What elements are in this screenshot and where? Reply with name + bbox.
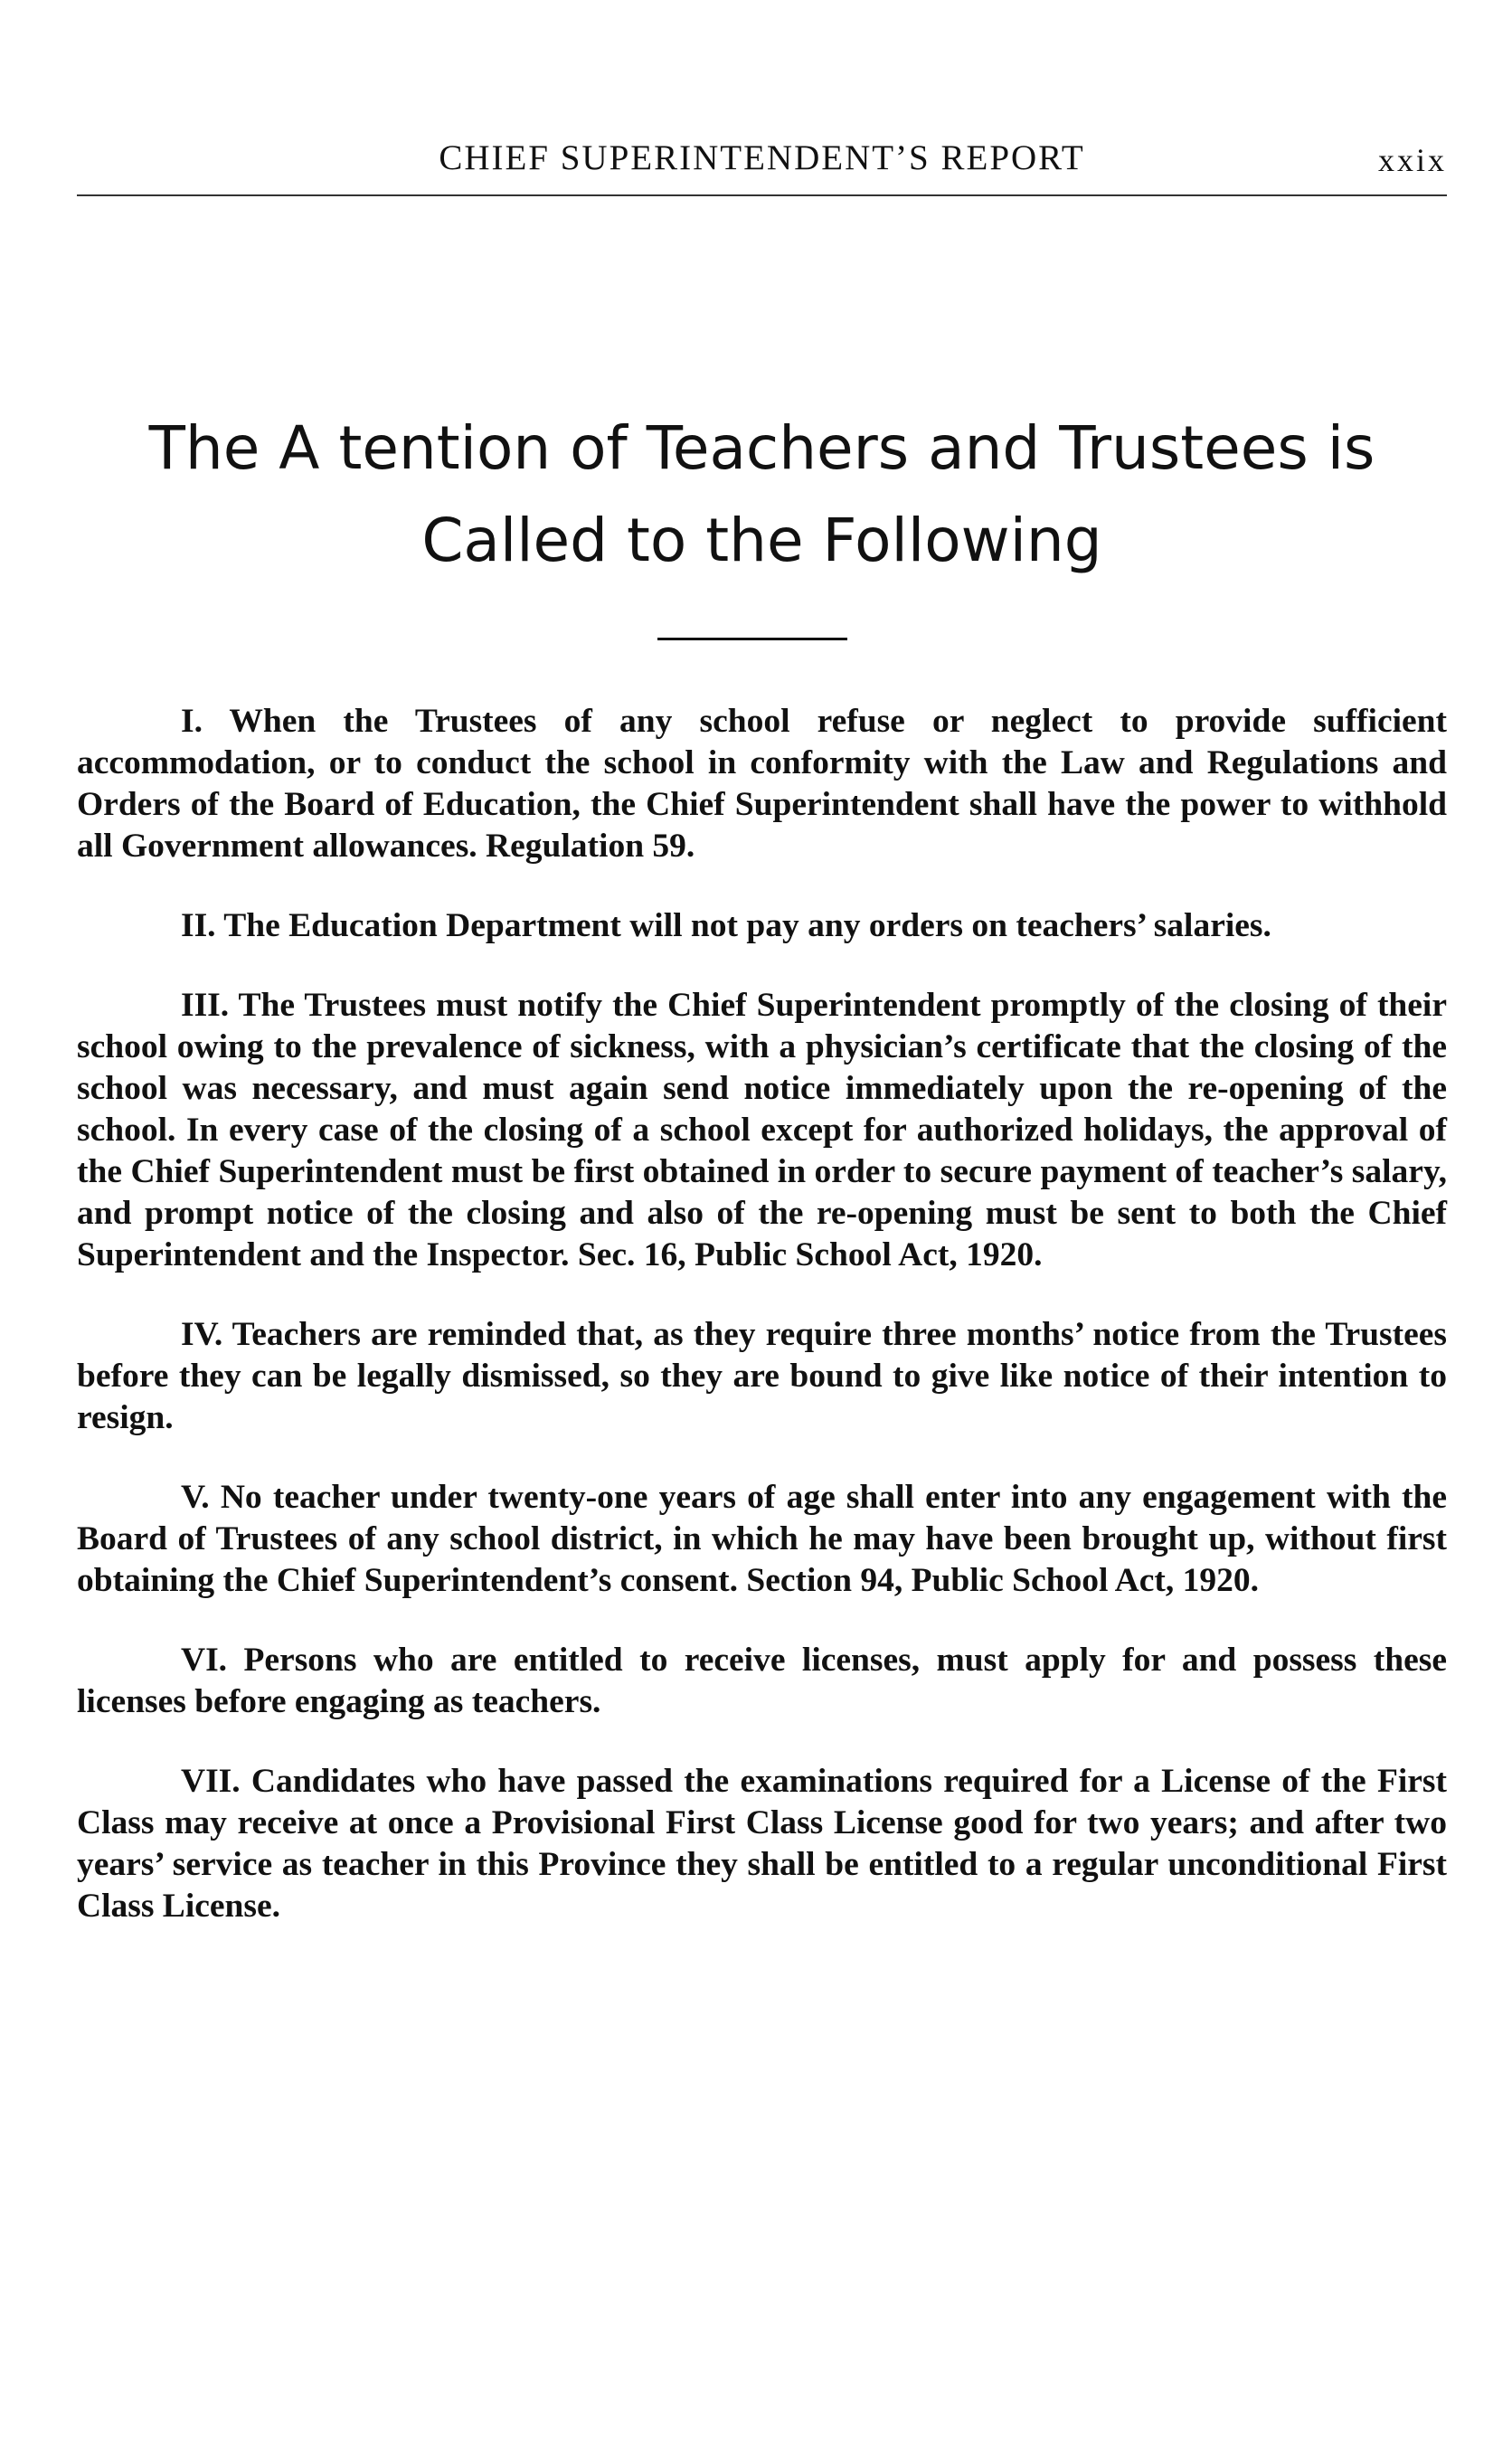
paragraph-text: Teachers are reminded that, as they require three months’ notice from the Trustees before they can be legally dismissed, so they are bound to give like notice of their intention to resign. [77,1316,1448,1436]
paragraph-text: No teacher under twenty-one years of age shall enter into any engagement with the Board of Trustees of any school district, in which he may have been brought up, without first obtaining the Chief Superintendent’s consent. Section 94, Public School Act, 1920. [77,1479,1447,1599]
notice-paragraph-1 [77,701,1447,867]
notice-paragraph-6 [77,1640,1447,1723]
paragraph-number: III. [181,987,230,1024]
title-line-1: The A tention of Teachers and Trustees is [148,413,1375,483]
paragraph-number: VI. [181,1642,228,1679]
title-divider [657,638,847,640]
running-header [77,136,1447,190]
paragraph-text: When the Trustees of any school refuse or neglect to provide sufficient accommodation, or to conduct the school in conformity with the Law and Regulations and Orders of the Board of Education, the Chief Superintendent shall have the power to withhold all Government allowances. Regulation 59. [77,703,1447,865]
notice-list [77,701,1447,1965]
notice-paragraph-4 [77,1314,1447,1439]
title-line-2: Called to the Following [421,506,1102,575]
running-title: CHIEF SUPERINTENDENT’S REPORT [439,138,1085,177]
paragraph-number: V. [181,1479,210,1516]
paragraph-text: The Trustees must notify the Chief Superintendent promptly of the closing of their school owing to the prevalence of sickness, with a physician’s certificate that the closing of the school was necessary, and must again send notice immediately upon the re-opening of the school. In every case of the closing of a school except for authorized holidays, the approval of the Chief Superintendent must be first obtained in order to secure payment of teacher’s salary, and prompt notice of the closing and also of the re-opening must be sent to both the Chief Superintendent and the Inspector. Sec. 16, Public School Act, 1920. [77,987,1447,1273]
page-title [77,402,1447,587]
notice-paragraph-2 [77,905,1447,947]
paragraph-text: The Education Department will not pay any orders on teachers’ salaries. [223,907,1271,944]
paragraph-number: I. [181,703,203,740]
notice-paragraph-7 [77,1761,1447,1927]
page-number: xxix [1377,142,1447,178]
paragraph-text: Persons who are entitled to receive licenses, must apply for and possess these licenses before engaging as teachers. [77,1642,1448,1720]
notice-paragraph-3 [77,985,1447,1276]
paragraph-text: Candidates who have passed the examinations required for a License of the First Class may receive at once a Provisional First Class License good for two years; and after two years’ service as teacher in this Province they shall be entitled to a regular unconditional First Class License. [77,1763,1448,1925]
paragraph-number: II. [181,907,216,944]
notice-paragraph-5 [77,1477,1447,1602]
paragraph-number: IV. [181,1316,223,1353]
header-rule [77,194,1447,196]
paragraph-number: VII. [181,1763,241,1800]
